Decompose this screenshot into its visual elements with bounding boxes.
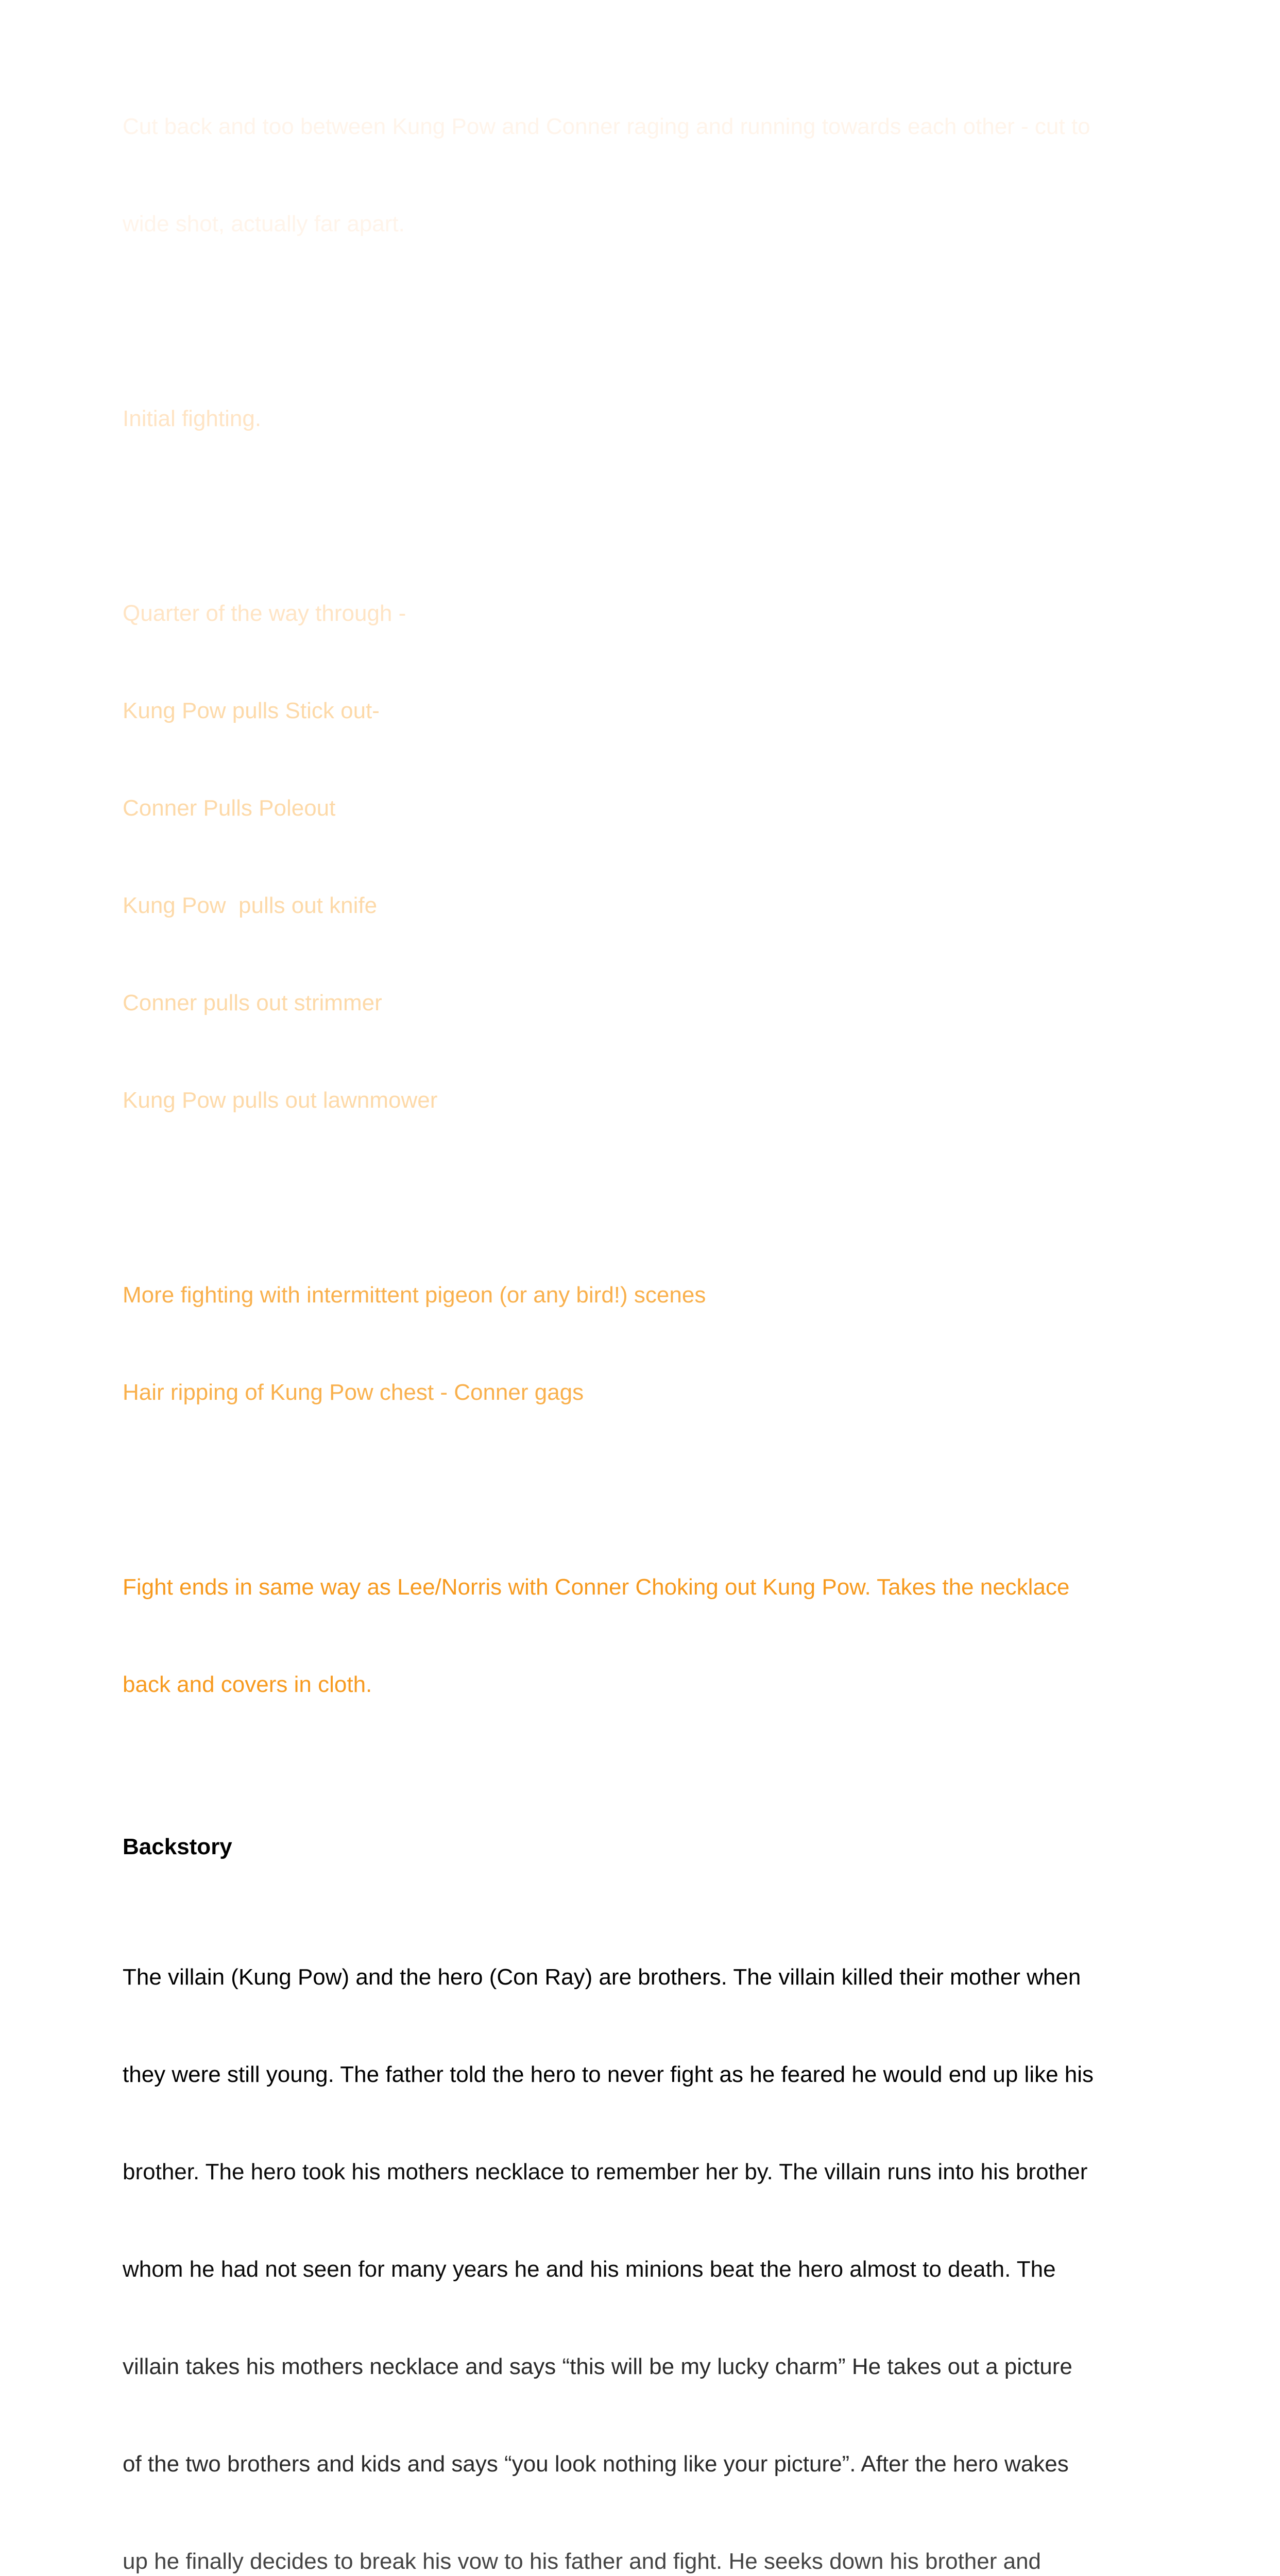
weapons-paragraph [123,532,1173,1181]
backstory-heading: Backstory [123,1834,232,1859]
weapons-line-2: Kung Pow pulls Stick out- [123,698,380,723]
fight-ending-line-1: Fight ends in same way as Lee/Norris with Conner Choking out Kung Pow. Takes the necklace [123,1574,1070,1600]
weapons-line-4: Kung Pow pulls out knife [123,893,378,918]
weapons-line-1: Quarter of the way through - [123,601,406,626]
initial-fighting-paragraph [123,337,1173,500]
backstory-line-2: they were still young. The father told the hero to never fight as he feared he would end up like his [123,2062,1094,2087]
weapons-line-6: Kung Pow pulls out lawnmower [123,1088,438,1113]
fight-ending-paragraph [123,1506,1173,1766]
fight-intro-line-1: Cut back and too between Kung Pow and Conner raging and running towards each other - cut to [123,114,1090,139]
more-fighting-line-1: More fighting with intermittent pigeon (or any bird!) scenes [123,1282,706,1308]
fight-intro-paragraph [123,45,1173,305]
weapons-line-5: Conner pulls out strimmer [123,990,382,1015]
fight-intro-line-2: wide shot, actually far apart. [123,211,405,236]
backstory-line-7: up he finally decides to break his vow to his father and fight. He seeks down his brother and [123,2549,1042,2574]
more-fighting-paragraph [123,1214,1173,1473]
backstory-line-6: of the two brothers and kids and says “you look nothing like your picture”. After the hero wakes [123,2451,1069,2477]
backstory-line-3: brother. The hero took his mothers necklace to remember her by. The villain runs into his brother [123,2159,1088,2184]
backstory-line-4: whom he had not seen for many years he and his minions beat the hero almost to death. The [123,2257,1056,2282]
fight-ending-line-2: back and covers in cloth. [123,1672,372,1697]
backstory-line-1: The villain (Kung Pow) and the hero (Con Ray) are brothers. The villain killed their mother when [123,1964,1081,1990]
initial-fighting-line: Initial fighting. [123,406,262,431]
more-fighting-line-2: Hair ripping of Kung Pow chest - Conner gags [123,1380,584,1405]
document-page [123,45,1173,2576]
backstory-paragraph [123,1896,1173,2576]
weapons-line-3: Conner Pulls Poleout [123,795,336,821]
backstory-line-5: villain takes his mothers necklace and says “this will be my lucky charm” He takes out a picture [123,2354,1072,2379]
